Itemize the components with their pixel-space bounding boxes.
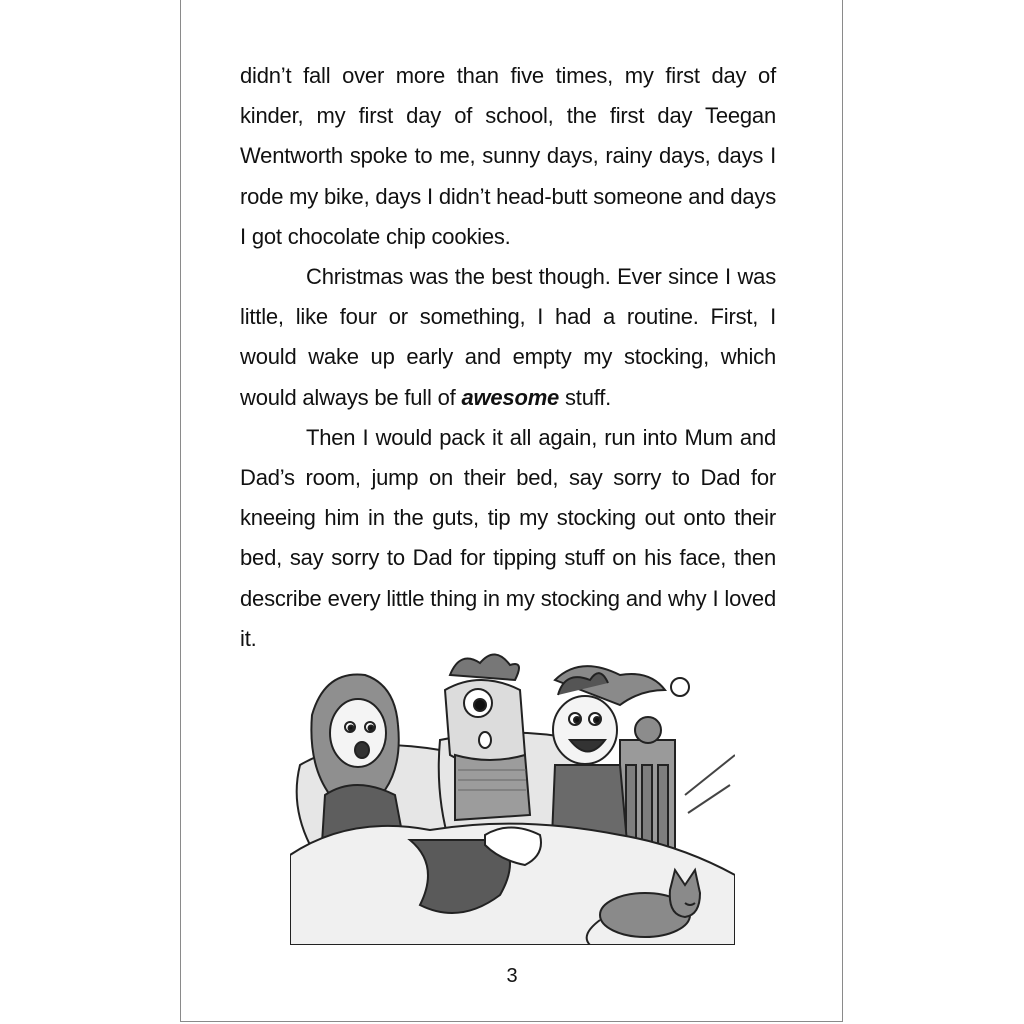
page-number: 3 xyxy=(506,965,518,987)
bedroom-illustration xyxy=(290,645,735,945)
paragraph-3: Then I would pack it all again, run into Mum and Dad’s room, jump on their bed, say sorry to Dad for kneeing him in the guts, tip my stocking out onto their bed, say sorry to Dad for tipping stuff on his face, then describe every little thing in my stocking and why I loved it. xyxy=(240,424,776,651)
emphasized-word: awesome xyxy=(461,384,560,410)
dad-character xyxy=(445,654,530,820)
paragraph-1: didn’t fall over more than five times, my first day of kinder, my first day of school, the first day Teegan Wentworth spoke to me, sunny days, rainy days, days I rode my bike, days I didn’t head-butt someone and days I got chocolate chip cookies. xyxy=(240,63,776,249)
paragraph-2-end: stuff. xyxy=(559,384,612,410)
paragraph-2 xyxy=(240,257,776,418)
paragraph-2-start: Christmas was the best though. Ever since I was little, like four or something, I had a routine. First, I would wake up early and empty my stocking, which would always be full of xyxy=(240,264,776,410)
motion-lines xyxy=(685,755,735,813)
body-text xyxy=(240,56,776,659)
